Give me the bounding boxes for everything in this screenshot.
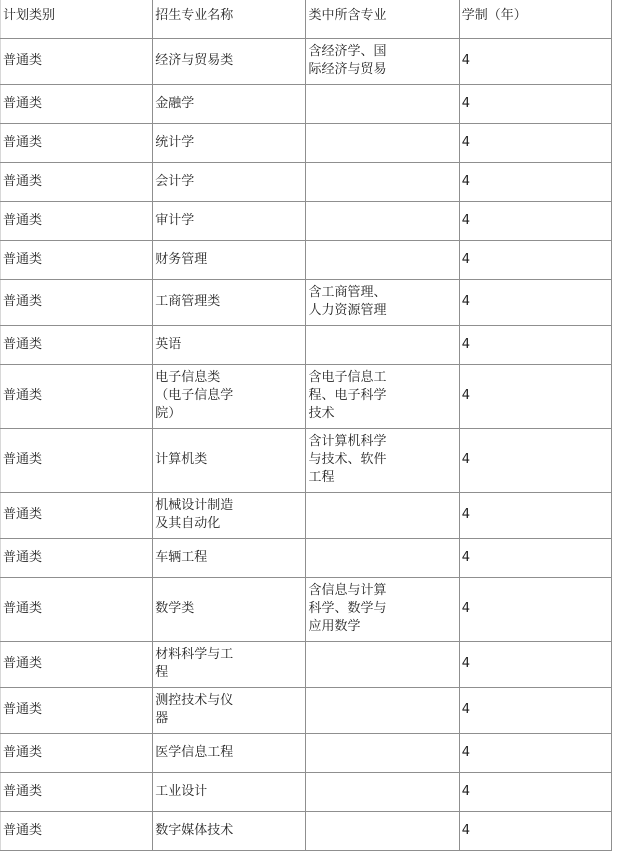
cell-major-name bbox=[153, 38, 306, 84]
cell-major-name bbox=[153, 733, 306, 772]
cell-plan-type-text: 普通类 bbox=[3, 656, 43, 671]
cell-major-name bbox=[153, 364, 306, 428]
cell-duration-years bbox=[459, 325, 611, 364]
cell-duration-years bbox=[459, 240, 611, 279]
cell-included-majors-text: 含电子信息工程、电子科学技术 bbox=[308, 370, 387, 421]
table-row bbox=[1, 428, 612, 492]
cell-duration-years-text: 4 bbox=[461, 601, 471, 616]
cell-duration-years-text: 4 bbox=[461, 656, 471, 671]
cell-duration-years bbox=[459, 577, 611, 641]
table-row bbox=[1, 38, 612, 84]
cell-major-name bbox=[153, 811, 306, 850]
cell-included-majors bbox=[306, 279, 459, 325]
cell-major-name-text: 机械设计制造及其自动化 bbox=[155, 498, 234, 531]
table-row bbox=[1, 162, 612, 201]
cell-plan-type bbox=[1, 577, 153, 641]
cell-included-majors bbox=[306, 84, 459, 123]
cell-plan-type-text: 普通类 bbox=[3, 336, 43, 352]
cell-included-majors bbox=[306, 641, 459, 687]
header-duration-years: 学制（年） bbox=[459, 0, 611, 38]
table-row bbox=[1, 84, 612, 123]
cell-duration-years bbox=[459, 538, 611, 577]
table-row bbox=[1, 733, 612, 772]
cell-major-name-text: 测控技术与仪器 bbox=[155, 693, 234, 726]
cell-plan-type bbox=[1, 364, 153, 428]
cell-plan-type-text: 普通类 bbox=[3, 134, 43, 150]
cell-duration-years-text: 4 bbox=[461, 212, 471, 228]
cell-major-name bbox=[153, 123, 306, 162]
cell-plan-type-text: 普通类 bbox=[3, 744, 43, 760]
cell-plan-type-text: 普通类 bbox=[3, 822, 43, 838]
cell-included-majors-text: 含信息与计算科学、数学与应用数学 bbox=[308, 583, 387, 634]
cell-plan-type bbox=[1, 279, 153, 325]
cell-duration-years bbox=[459, 733, 611, 772]
cell-duration-years bbox=[459, 428, 611, 492]
cell-plan-type bbox=[1, 162, 153, 201]
cell-duration-years-text: 4 bbox=[461, 336, 471, 352]
cell-duration-years-text: 4 bbox=[461, 173, 471, 189]
cell-major-name-text: 金融学 bbox=[155, 95, 195, 111]
table-row bbox=[1, 325, 612, 364]
cell-plan-type-text: 普通类 bbox=[3, 549, 43, 565]
cell-major-name bbox=[153, 325, 306, 364]
table-row bbox=[1, 538, 612, 577]
cell-duration-years-text: 4 bbox=[461, 452, 471, 467]
header-plan-type: 计划类别 bbox=[1, 0, 153, 38]
cell-plan-type-text: 普通类 bbox=[3, 452, 43, 467]
cell-duration-years-text: 4 bbox=[461, 294, 471, 309]
cell-major-name bbox=[153, 162, 306, 201]
cell-major-name-text: 数学类 bbox=[155, 601, 195, 616]
cell-major-name-text: 财务管理 bbox=[155, 251, 208, 267]
table-row bbox=[1, 577, 612, 641]
table-row bbox=[1, 364, 612, 428]
cell-major-name-text: 工商管理类 bbox=[155, 294, 221, 309]
table-row bbox=[1, 201, 612, 240]
cell-plan-type bbox=[1, 84, 153, 123]
cell-included-majors bbox=[306, 325, 459, 364]
cell-major-name bbox=[153, 492, 306, 538]
cell-major-name-text: 车辆工程 bbox=[155, 549, 208, 565]
cell-included-majors bbox=[306, 733, 459, 772]
header-major-name: 招生专业名称 bbox=[153, 0, 306, 38]
cell-included-majors bbox=[306, 201, 459, 240]
cell-plan-type bbox=[1, 240, 153, 279]
cell-included-majors bbox=[306, 811, 459, 850]
cell-duration-years bbox=[459, 811, 611, 850]
cell-duration-years bbox=[459, 364, 611, 428]
cell-plan-type bbox=[1, 772, 153, 811]
cell-plan-type bbox=[1, 428, 153, 492]
table-row bbox=[1, 492, 612, 538]
cell-plan-type bbox=[1, 325, 153, 364]
cell-plan-type-text: 普通类 bbox=[3, 53, 43, 68]
cell-plan-type-text: 普通类 bbox=[3, 173, 43, 189]
cell-duration-years bbox=[459, 201, 611, 240]
cell-major-name-text: 英语 bbox=[155, 336, 182, 352]
cell-major-name-text: 材料科学与工程 bbox=[155, 647, 234, 680]
cell-plan-type-text: 普通类 bbox=[3, 783, 43, 799]
table-row bbox=[1, 641, 612, 687]
cell-plan-type-text: 普通类 bbox=[3, 388, 43, 403]
cell-included-majors-text: 含工商管理、人力资源管理 bbox=[308, 285, 387, 318]
cell-major-name bbox=[153, 240, 306, 279]
cell-major-name bbox=[153, 772, 306, 811]
cell-major-name-text: 会计学 bbox=[155, 173, 195, 189]
cell-included-majors-text: 含计算机科学与技术、软件工程 bbox=[308, 434, 387, 485]
cell-duration-years bbox=[459, 772, 611, 811]
cell-plan-type bbox=[1, 492, 153, 538]
cell-duration-years bbox=[459, 492, 611, 538]
cell-duration-years bbox=[459, 123, 611, 162]
cell-duration-years bbox=[459, 38, 611, 84]
cell-included-majors bbox=[306, 38, 459, 84]
cell-included-majors bbox=[306, 123, 459, 162]
cell-included-majors-text: 含经济学、国际经济与贸易 bbox=[308, 44, 387, 77]
cell-major-name-text: 计算机类 bbox=[155, 452, 208, 467]
cell-duration-years-text: 4 bbox=[461, 783, 471, 799]
cell-plan-type-text: 普通类 bbox=[3, 212, 43, 228]
cell-plan-type-text: 普通类 bbox=[3, 702, 43, 717]
cell-duration-years-text: 4 bbox=[461, 251, 471, 267]
table-row bbox=[1, 279, 612, 325]
cell-major-name-text: 审计学 bbox=[155, 212, 195, 228]
cell-major-name-text: 数字媒体技术 bbox=[155, 822, 234, 838]
cell-plan-type bbox=[1, 201, 153, 240]
cell-duration-years bbox=[459, 641, 611, 687]
cell-duration-years bbox=[459, 687, 611, 733]
cell-plan-type-text: 普通类 bbox=[3, 95, 43, 111]
cell-duration-years-text: 4 bbox=[461, 507, 471, 522]
table-row bbox=[1, 240, 612, 279]
cell-included-majors bbox=[306, 538, 459, 577]
cell-included-majors bbox=[306, 240, 459, 279]
cell-major-name-text: 统计学 bbox=[155, 134, 195, 150]
cell-plan-type bbox=[1, 123, 153, 162]
cell-major-name bbox=[153, 687, 306, 733]
cell-duration-years-text: 4 bbox=[461, 134, 471, 150]
cell-duration-years-text: 4 bbox=[461, 549, 471, 565]
cell-included-majors bbox=[306, 428, 459, 492]
cell-duration-years-text: 4 bbox=[461, 822, 471, 838]
cell-plan-type bbox=[1, 687, 153, 733]
cell-duration-years-text: 4 bbox=[461, 95, 471, 111]
cell-plan-type bbox=[1, 733, 153, 772]
cell-major-name-text: 电子信息类（电子信息学院） bbox=[155, 370, 234, 421]
cell-major-name bbox=[153, 577, 306, 641]
header-row bbox=[1, 0, 612, 38]
table-row bbox=[1, 123, 612, 162]
header-included-majors: 类中所含专业 bbox=[306, 0, 459, 38]
table-row bbox=[1, 687, 612, 733]
cell-plan-type bbox=[1, 38, 153, 84]
cell-plan-type-text: 普通类 bbox=[3, 294, 43, 309]
cell-included-majors bbox=[306, 364, 459, 428]
cell-included-majors bbox=[306, 492, 459, 538]
cell-major-name-text: 医学信息工程 bbox=[155, 744, 234, 760]
cell-plan-type bbox=[1, 811, 153, 850]
cell-included-majors bbox=[306, 577, 459, 641]
cell-major-name bbox=[153, 538, 306, 577]
cell-duration-years-text: 4 bbox=[461, 388, 471, 403]
cell-duration-years-text: 4 bbox=[461, 53, 471, 68]
cell-plan-type-text: 普通类 bbox=[3, 251, 43, 267]
cell-major-name-text: 工业设计 bbox=[155, 783, 208, 799]
cell-major-name bbox=[153, 428, 306, 492]
cell-major-name-text: 经济与贸易类 bbox=[155, 53, 234, 68]
cell-duration-years bbox=[459, 84, 611, 123]
cell-major-name bbox=[153, 279, 306, 325]
table-row bbox=[1, 772, 612, 811]
cell-included-majors bbox=[306, 162, 459, 201]
cell-major-name bbox=[153, 84, 306, 123]
cell-duration-years bbox=[459, 162, 611, 201]
table-row bbox=[1, 811, 612, 850]
cell-duration-years bbox=[459, 279, 611, 325]
cell-duration-years-text: 4 bbox=[461, 702, 471, 717]
cell-major-name bbox=[153, 201, 306, 240]
cell-duration-years-text: 4 bbox=[461, 744, 471, 760]
cell-plan-type-text: 普通类 bbox=[3, 601, 43, 616]
cell-included-majors bbox=[306, 687, 459, 733]
cell-included-majors bbox=[306, 772, 459, 811]
cell-major-name bbox=[153, 641, 306, 687]
cell-plan-type bbox=[1, 641, 153, 687]
cell-plan-type bbox=[1, 538, 153, 577]
cell-plan-type-text: 普通类 bbox=[3, 507, 43, 522]
